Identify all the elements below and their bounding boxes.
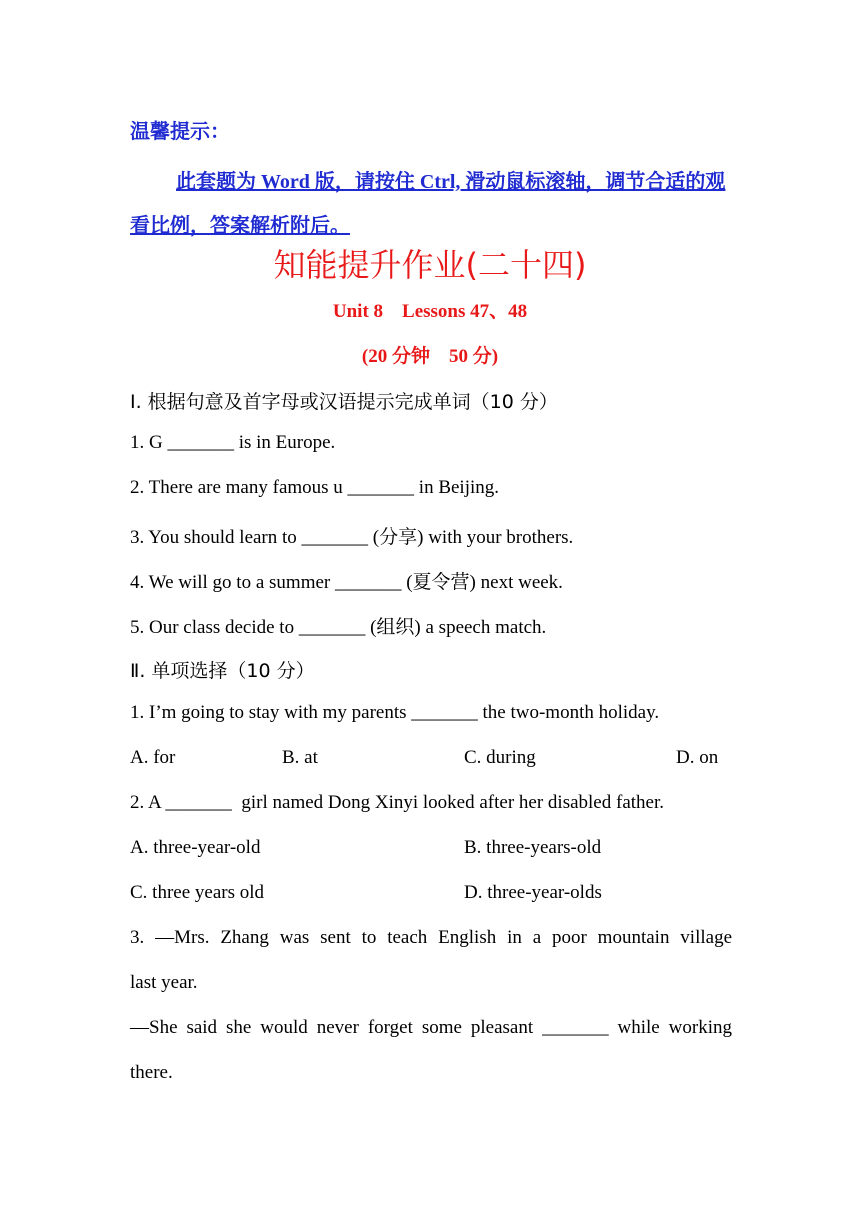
q3-line-1: 3. —Mrs. Zhang was sent to teach English in a poor mountain village	[130, 927, 732, 948]
page-subtitle: Unit 8 Lessons 47、48	[332, 301, 528, 322]
q1-option-c: C. during	[464, 747, 536, 768]
s1-item-4: 4. We will go to a summer _______ (夏令营) next week.	[130, 572, 563, 593]
q1-option-b: B. at	[282, 747, 318, 768]
s1-item-5: 5. Our class decide to _______ (组织) a speech match.	[130, 617, 547, 638]
section2-heading: Ⅱ. 单项选择（10 分）	[130, 660, 315, 682]
q1-option-a: A. for	[130, 747, 176, 768]
q3-line-3: —She said she would never forget some pleasant _______ while working	[130, 1017, 732, 1038]
s1-item-1: 1. G _______ is in Europe.	[130, 432, 336, 453]
s1-item-2: 2. There are many famous u _______ in Beijing.	[130, 477, 500, 498]
q1-option-d: D. on	[676, 747, 719, 768]
q2-option-a: A. three-year-old	[130, 837, 261, 858]
tip-label: 温馨提示：	[130, 121, 230, 143]
q2-option-d: D. three-year-olds	[464, 882, 602, 903]
tip-body-text: 此套题为 Word 版，请按住 Ctrl, 滑动鼠标滚轴，调节合适的观看比例，答案解析附后。	[130, 171, 726, 237]
page-title: 知能提升作业(二十四)	[273, 246, 587, 284]
tip-body	[130, 160, 732, 248]
q2-stem: 2. A _______ girl named Dong Xinyi looked after her disabled father.	[130, 792, 664, 813]
q3-line-4: there.	[130, 1062, 173, 1083]
q2-option-b: B. three-years-old	[464, 837, 602, 858]
section1-heading: Ⅰ. 根据句意及首字母或汉语提示完成单词（10 分）	[130, 391, 558, 413]
q2-option-c: C. three years old	[130, 882, 265, 903]
q1-stem: 1. I’m going to stay with my parents _______ the two-month holiday.	[130, 702, 660, 723]
time-score: (20 分钟 50 分)	[361, 346, 499, 367]
q3-line-2: last year.	[130, 972, 198, 993]
s1-item-3: 3. You should learn to _______ (分享) with your brothers.	[130, 527, 574, 548]
